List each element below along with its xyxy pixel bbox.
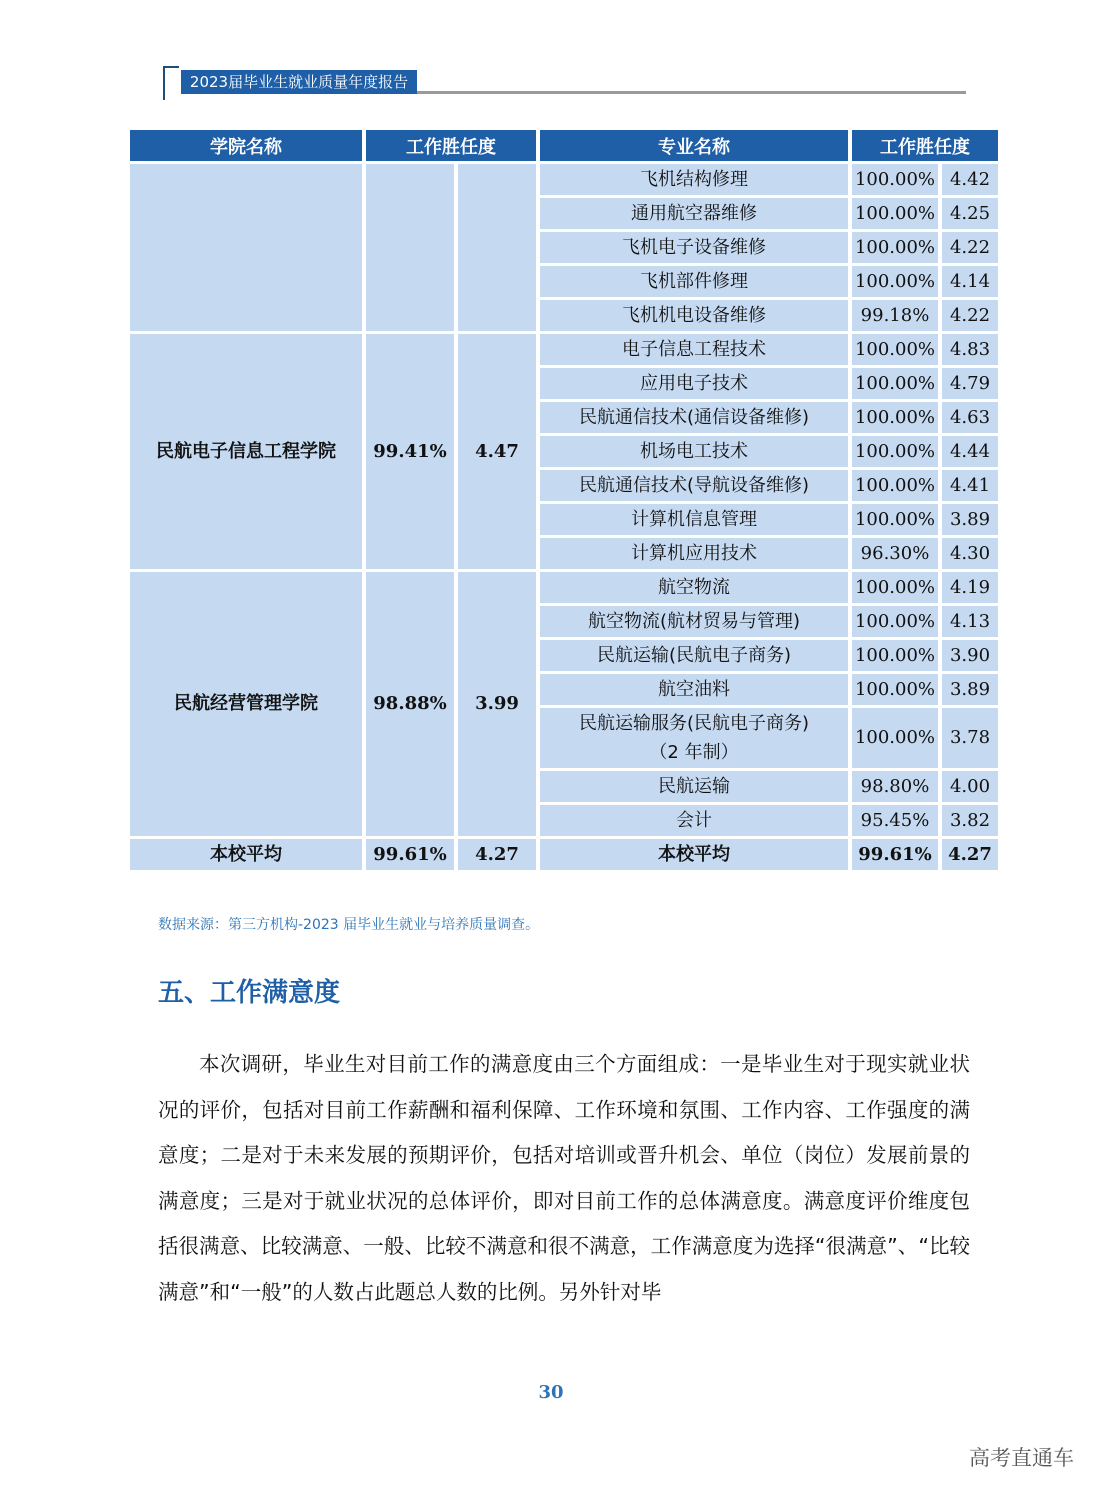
major-name: 计算机应用技术 (540, 538, 848, 569)
major-name-line2: （2 年制） (649, 741, 739, 763)
college-score (458, 164, 536, 331)
major-name: 应用电子技术 (540, 368, 848, 399)
major-pct: 100.00% (852, 640, 938, 671)
major-name: 飞机电子设备维修 (540, 232, 848, 263)
major-score: 3.78 (942, 708, 998, 768)
major-pct: 100.00% (852, 266, 938, 297)
major-name: 通用航空器维修 (540, 198, 848, 229)
table-header-row (130, 130, 998, 161)
major-score: 4.13 (942, 606, 998, 637)
major-score: 3.89 (942, 674, 998, 705)
major-pct: 100.00% (852, 572, 938, 603)
major-score: 4.25 (942, 198, 998, 229)
major-score: 3.90 (942, 640, 998, 671)
major-name: 航空物流(航材贸易与管理) (540, 606, 848, 637)
average-label: 本校平均 (130, 839, 362, 870)
major-score: 4.79 (942, 368, 998, 399)
major-score: 4.83 (942, 334, 998, 365)
page-number: 30 (538, 1382, 564, 1403)
college-name: 民航电子信息工程学院 (130, 334, 362, 569)
major-score: 3.82 (942, 805, 998, 836)
college-score: 4.47 (458, 334, 536, 569)
major-score: 4.42 (942, 164, 998, 195)
major-score: 4.63 (942, 402, 998, 433)
header-major: 专业名称 (540, 130, 848, 161)
major-pct: 100.00% (852, 674, 938, 705)
body-paragraph: 本次调研，毕业生对目前工作的满意度由三个方面组成：一是毕业生对于现实就业状况的评价，包括对目前工作薪酬和福利保障、工作环境和氛围、工作内容、工作强度的满意度；二是对于未来发展的预期评价，包括对培训或晋升机会、单位（岗位）发展前景的满意度；三是对于就业状况的总体评价，即对目前工作的总体满意度。满意度评价维度包括很满意、比较满意、一般、比较不满意和很不满意，工作满意度为选择“很满意”、“比较满意”和“一般”的人数占此题总人数的比例。另外针对毕 (158, 1052, 970, 1304)
major-name: 航空物流 (540, 572, 848, 603)
major-name: 民航运输 (540, 771, 848, 802)
major-name: 飞机部件修理 (540, 266, 848, 297)
major-name: 航空油料 (540, 674, 848, 705)
major-name: 机场电工技术 (540, 436, 848, 467)
college-pct: 99.41% (366, 334, 454, 569)
major-score: 4.22 (942, 300, 998, 331)
major-name: 电子信息工程技术 (540, 334, 848, 365)
college-pct (366, 164, 454, 331)
major-name: 飞机机电设备维修 (540, 300, 848, 331)
college-pct: 98.88% (366, 572, 454, 836)
section-title: 五、工作满意度 (158, 978, 341, 1008)
major-score: 4.41 (942, 470, 998, 501)
major-score: 4.44 (942, 436, 998, 467)
major-name: 计算机信息管理 (540, 504, 848, 535)
major-pct: 100.00% (852, 334, 938, 365)
competency-table (126, 127, 1002, 873)
major-score: 4.19 (942, 572, 998, 603)
average-score-major: 4.27 (942, 839, 998, 870)
average-row (130, 839, 998, 870)
major-pct: 100.00% (852, 606, 938, 637)
major-pct: 100.00% (852, 708, 938, 768)
major-pct: 96.30% (852, 538, 938, 569)
major-name: 民航运输(民航电子商务) (540, 640, 848, 671)
header-college-competency: 工作胜任度 (366, 130, 536, 161)
header-bracket (163, 66, 179, 100)
major-name (540, 708, 848, 768)
major-score: 4.30 (942, 538, 998, 569)
major-pct: 99.18% (852, 300, 938, 331)
major-pct: 95.45% (852, 805, 938, 836)
table-row (130, 164, 998, 195)
header-rule (417, 91, 966, 94)
table-row (130, 334, 998, 365)
major-score: 3.89 (942, 504, 998, 535)
major-score: 4.22 (942, 232, 998, 263)
major-score: 4.14 (942, 266, 998, 297)
major-pct: 100.00% (852, 470, 938, 501)
major-pct: 100.00% (852, 504, 938, 535)
major-pct: 100.00% (852, 368, 938, 399)
major-name: 民航通信技术(通信设备维修) (540, 402, 848, 433)
average-label-major: 本校平均 (540, 839, 848, 870)
major-pct: 98.80% (852, 771, 938, 802)
major-pct: 100.00% (852, 164, 938, 195)
table-row (130, 572, 998, 603)
report-header-title: 2023届毕业生就业质量年度报告 (181, 70, 417, 94)
header-college: 学院名称 (130, 130, 362, 161)
college-score: 3.99 (458, 572, 536, 836)
header-major-competency: 工作胜任度 (852, 130, 998, 161)
major-name-line1: 民航运输服务(民航电子商务) (578, 712, 810, 734)
average-score: 4.27 (458, 839, 536, 870)
data-source-note: 数据来源：第三方机构-2023 届毕业生就业与培养质量调查。 (158, 917, 540, 933)
college-name: 民航经营管理学院 (130, 572, 362, 836)
major-pct: 100.00% (852, 198, 938, 229)
major-pct: 100.00% (852, 436, 938, 467)
college-name (130, 164, 362, 331)
average-pct: 99.61% (366, 839, 454, 870)
major-name: 会计 (540, 805, 848, 836)
watermark: 高考直通车 (969, 1446, 1074, 1470)
major-pct: 100.00% (852, 402, 938, 433)
major-pct: 100.00% (852, 232, 938, 263)
major-score: 4.00 (942, 771, 998, 802)
average-pct-major: 99.61% (852, 839, 938, 870)
major-name: 民航通信技术(导航设备维修) (540, 470, 848, 501)
major-name: 飞机结构修理 (540, 164, 848, 195)
